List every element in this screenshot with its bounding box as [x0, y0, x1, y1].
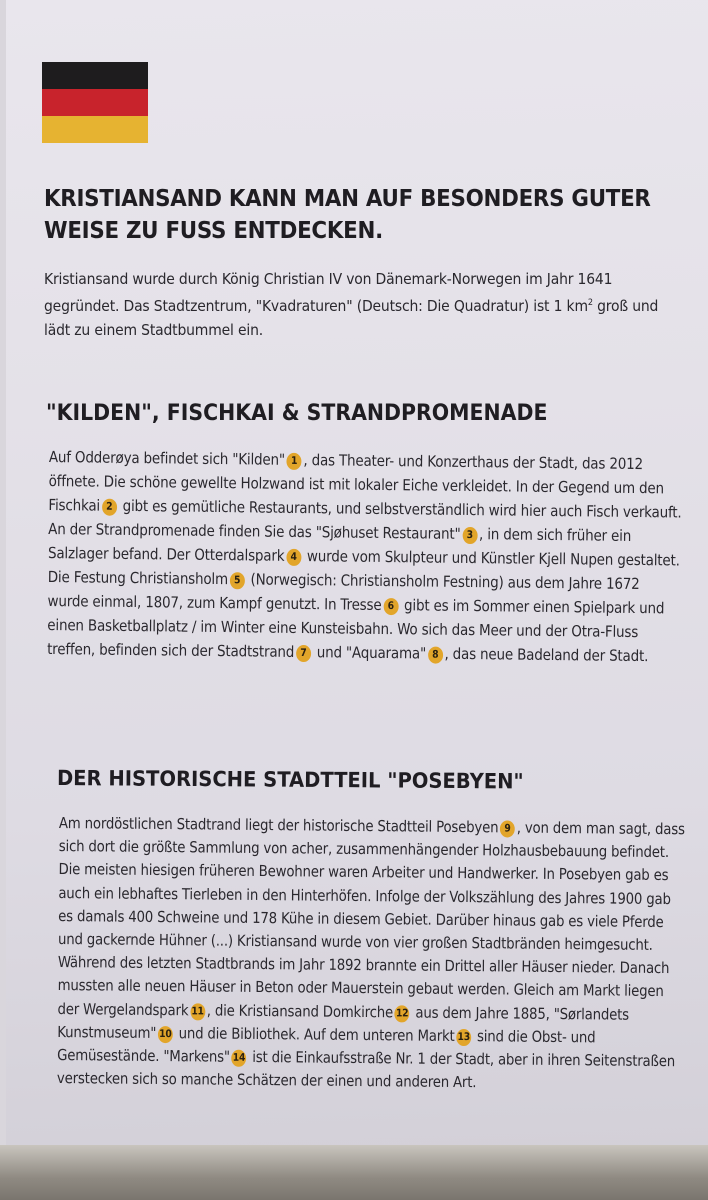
marker-badge: 7 [296, 645, 311, 662]
section-title-kilden: "KILDEN", FISCHKAI & STRANDPROMENADE [46, 401, 548, 426]
body-text: (Norwegisch: Christiansholm Festning) aus dem Jahre 1672 wurde einmal, 1807, zum Kampf genutzt. In Tresse [47, 570, 640, 614]
marker-badge: 13 [456, 1029, 471, 1046]
marker-badge: 2 [102, 499, 117, 516]
marker-badge: 14 [232, 1050, 247, 1067]
body-text: Am nordöstlichen Stadtrand liegt der historische Stadtteil Posebyen [58, 813, 499, 837]
marker-badge: 3 [462, 527, 477, 544]
body-text: ist die Einkaufsstraße Nr. 1 der Stadt, aber in ihren Seitenstraßen verstecken sich so manche Schätzen der einen und anderen Art. [56, 1047, 676, 1092]
marker-badge: 11 [190, 1003, 205, 1020]
marker-badge: 9 [500, 820, 515, 837]
marker-badge: 6 [383, 598, 398, 615]
body-text: , in dem sich früher ein Salzlager befand. Der Otterdalspark [47, 525, 632, 565]
body-text: , von dem man sagt, dass sich dort die größte Sammlung von acher, zusammenhängender Holzhausbebauung befindet. Die meisten hiesigen früheren Bewohner waren Arbeiter und Handwerker. In Posebyen gab es auch ein lebhaftes Tierleben in den Hinterhöfen. Infolge der Volkszählung des Jahres 1900 gab es damals 400 Schweine und 178 Kühe in diesem Gebiet. Darüber hinaus gab es viele Pferde und gackernde Hühner (...) Kristiansand wurde von vier großen Stadtbränden heimgesucht. Während des letzten Stadtbrands im Jahr 1892 brannte ein Drittel aller Häuser nieder. Danach mussten alle neuen Häuser in Beton oder Mauerstein gebaut werden. Gleich am Markt liegen der Wergelandspark [57, 818, 685, 1019]
intro-superscript: 2 [587, 298, 593, 308]
body-text: , das Theater- und Konzerthaus der Stadt, das 2012 öffnete. Die schöne gewellte Holzwand ist mit lokaler Eiche verkleidet. In der Gegend um den Fischkai [48, 451, 665, 515]
marker-badge: 5 [230, 572, 245, 589]
intro-text: Kristiansand wurde durch König Christian IV von Dänemark-Norwegen im Jahr 1641 gegründet. Das Stadtzentrum, "Kvadraturen" (Deutsch: Die Quadratur) ist 1 km [44, 270, 613, 316]
marker-badge: 10 [158, 1026, 173, 1043]
main-headline: KRISTIANSAND KANN MAN AUF BESONDERS GUTER WEISE ZU FUSS ENTDECKEN. [44, 186, 651, 244]
flag-stripe-red [42, 89, 148, 116]
section-title-posebyen: DER HISTORISCHE STADTTEIL "POSEBYEN" [56, 766, 524, 794]
section-body-posebyen [57, 812, 689, 1097]
body-text: Auf Odderøya befindet sich "Kilden" [48, 447, 286, 469]
flag-stripe-black [42, 62, 148, 89]
ground [0, 1145, 708, 1200]
marker-badge: 12 [395, 1005, 410, 1022]
body-text: sind die Obst- und Gemüsestände. "Markens" [57, 1026, 596, 1066]
body-text: gibt es gemütliche Restaurants, und selbstverständlich wird hier auch Fisch verkauft. An der Strandpromenade finden Sie das "Sjøhuset Restaurant" [48, 496, 682, 543]
body-text: wurde vom Skulpteur und Künstler Kjell Nupen gestaltet. Die Festung Christiansholm [47, 547, 680, 589]
flag-stripe-gold [42, 116, 148, 143]
marker-badge: 8 [428, 647, 443, 664]
body-text: und "Aquarama" [312, 643, 427, 663]
body-text: aus dem Jahre 1885, "Sørlandets Kunstmuseum" [57, 1003, 630, 1042]
intro-text-end: groß und lädt zu einem Stadtbummel ein. [44, 297, 659, 340]
section-body-kilden [47, 445, 683, 669]
body-text: , das neue Badeland der Stadt. [444, 644, 649, 666]
marker-badge: 4 [286, 549, 301, 566]
german-flag-icon [42, 62, 148, 143]
body-text: gibt es im Sommer einen Spielpark und einen Basketballplatz / im Winter eine Kunsteisbahn. Wo sich das Meer und der Otra-Fluss treffen, befinden sich der Stadtstrand [47, 596, 665, 661]
marker-badge: 1 [287, 453, 302, 470]
intro-paragraph [44, 267, 665, 342]
body-text: und die Bibliothek. Auf dem unteren Markt [174, 1023, 455, 1045]
body-text: , die Kristiansand Domkirche [206, 1001, 394, 1021]
